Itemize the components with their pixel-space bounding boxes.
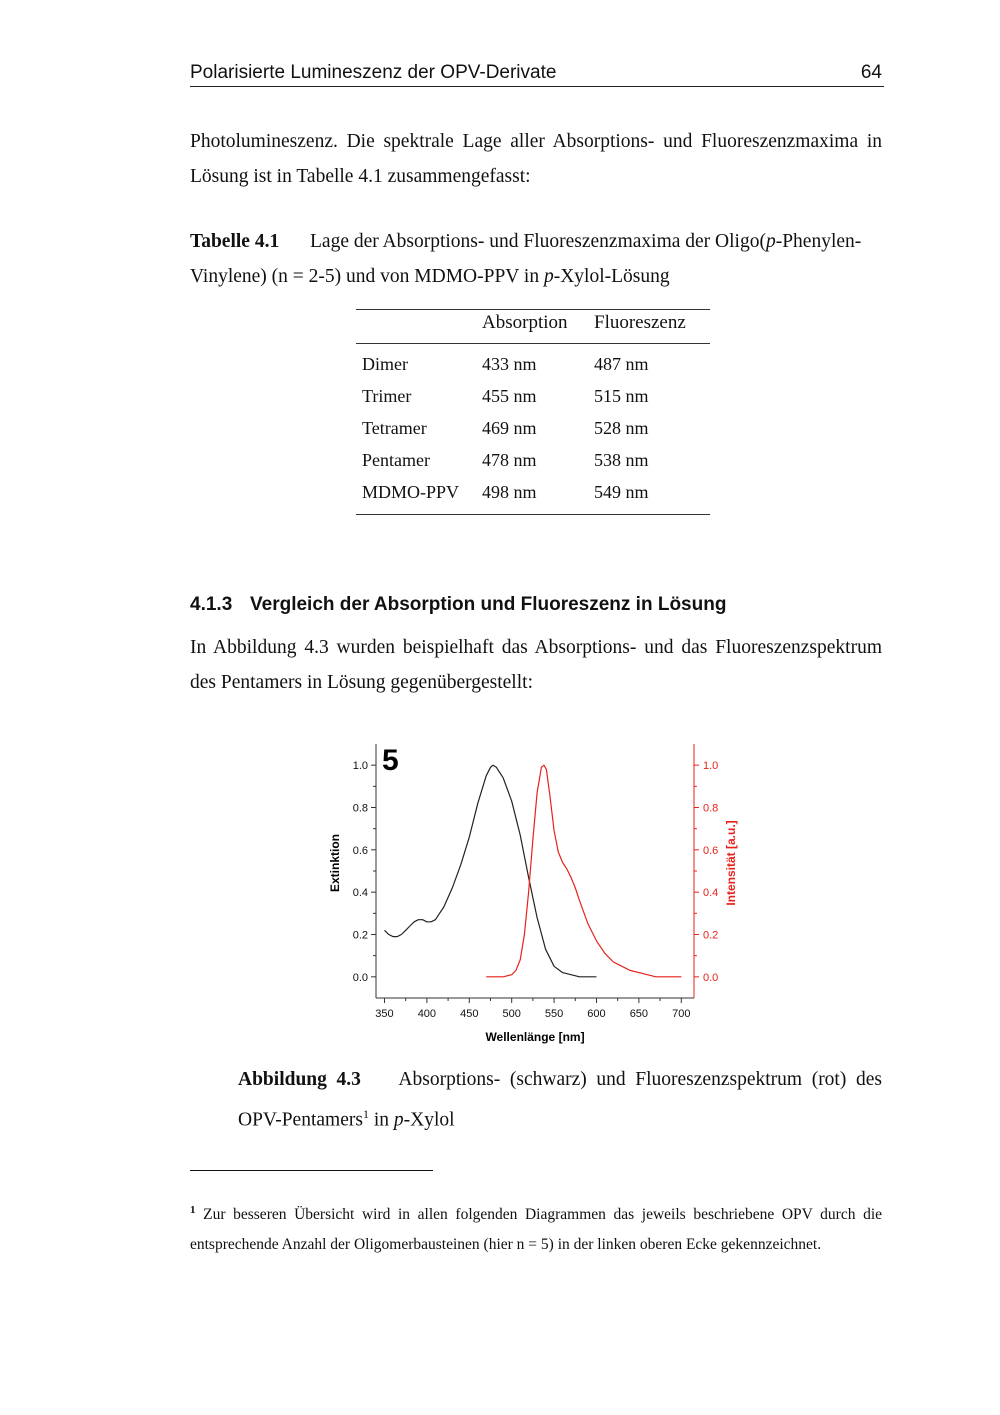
- table-caption-text-a: Lage der Absorptions- und Fluoreszenzmaxima der Oligo(: [310, 231, 766, 252]
- table-cell: MDMO-PPV: [362, 481, 460, 502]
- left-axis-label: Extinktion: [328, 833, 342, 893]
- page-number: 64: [860, 62, 882, 83]
- table-row: [356, 444, 710, 476]
- figure-caption-text-c: -Xylol: [403, 1109, 455, 1131]
- table-caption-italic-p: p: [765, 231, 776, 252]
- table-cell: Pentamer: [362, 449, 430, 470]
- table-row: [356, 476, 710, 515]
- x-tick-label: 500: [502, 1008, 521, 1020]
- figure-caption-text-a: Absorptions- (schwarz) und Fluoreszenzspektrum (rot) des OPV-Pentamers: [238, 1069, 882, 1131]
- x-tick-label: 400: [417, 1008, 437, 1020]
- y-right-tick-label: 0.2: [703, 929, 719, 942]
- running-header: [190, 60, 884, 87]
- spectrum-chart: [320, 730, 750, 1052]
- y-left-tick-label: 0.2: [352, 929, 368, 942]
- figure-caption: [238, 1062, 882, 1138]
- y-left-tick-label: 0.6: [352, 844, 368, 857]
- footnote-reference: 1: [362, 1107, 369, 1121]
- intro-text: Photolumineszenz. Die spektrale Lage aller Absorptions- und Fluoreszenzmaxima in Lösung ist in Tabelle 4.1 zusammengefasst:: [190, 131, 882, 187]
- table-caption-label: Tabelle 4.1: [190, 231, 280, 252]
- footnote-separator: [190, 1170, 433, 1171]
- table-cell: 515 nm: [594, 385, 649, 406]
- y-right-tick-label: 0.8: [703, 802, 719, 815]
- footnote-text: Zur besseren Übersicht wird in allen folgenden Diagrammen das jeweils beschriebene OPV durch die entsprechende Anzahl der Oligomerbausteinen (hier n = 5) in der linken oberen Ecke gekennzeichnet.: [190, 1206, 883, 1254]
- table-caption-text-c: -Xylol-Lösung: [553, 266, 670, 287]
- header-title: Polarisierte Lumineszenz der OPV-Derivate: [190, 62, 557, 83]
- x-tick-label: 550: [544, 1008, 564, 1020]
- y-left-tick-label: 0.8: [352, 802, 368, 815]
- figure-caption-label: Abbildung 4.3: [238, 1069, 361, 1090]
- y-right-tick-label: 0.4: [703, 887, 719, 900]
- y-right-tick-label: 0.6: [703, 844, 719, 857]
- table-cell: 498 nm: [482, 481, 537, 502]
- y-right-tick-label: 1.0: [703, 760, 719, 773]
- table-cell: 487 nm: [594, 353, 649, 374]
- section-title: Vergleich der Absorption und Fluoreszenz in Lösung: [250, 594, 727, 615]
- table-cell: 469 nm: [482, 417, 537, 438]
- x-tick-label: 450: [460, 1008, 479, 1020]
- table-caption: [190, 224, 882, 294]
- table-cell: Tetramer: [362, 417, 427, 438]
- table-cell: 433 nm: [482, 353, 537, 374]
- table-row: [356, 380, 710, 412]
- x-axis-label: Wellenlänge [nm]: [485, 1030, 585, 1044]
- y-left-tick-label: 0.4: [352, 887, 368, 900]
- table-caption-italic-p2: p: [543, 266, 554, 287]
- table-caption-text-b: -Phenylen-Vinylene) (n = 2-5) und von MDMO-PPV in: [190, 231, 862, 287]
- table-header-cell: Absorption: [476, 310, 588, 344]
- table-header-row: [356, 310, 710, 344]
- table-row: [356, 412, 710, 444]
- x-tick-label: 600: [587, 1008, 606, 1020]
- figure-caption-italic-p: p: [393, 1109, 404, 1131]
- x-tick-label: 650: [629, 1008, 649, 1020]
- table-cell: 528 nm: [594, 417, 649, 438]
- y-left-tick-label: 1.0: [352, 760, 368, 773]
- intro-paragraph: [190, 124, 882, 194]
- table-header-cell: [356, 310, 476, 344]
- footnote-mark: 1: [190, 1204, 196, 1216]
- table-cell: Dimer: [362, 353, 408, 374]
- panel-label: 5: [382, 744, 399, 777]
- footnote: [190, 1195, 882, 1260]
- y-right-tick-label: 0.0: [703, 971, 719, 984]
- section-heading: [190, 594, 726, 616]
- section-number: 4.1.3: [190, 594, 233, 615]
- table-cell: 549 nm: [594, 481, 649, 502]
- table-cell: 478 nm: [482, 449, 537, 470]
- y-left-tick-label: 0.0: [352, 971, 368, 984]
- table-header-cell: Fluoreszenz: [588, 310, 710, 344]
- table-cell: Trimer: [362, 385, 412, 406]
- x-tick-label: 700: [672, 1008, 691, 1020]
- x-tick-label: 350: [375, 1008, 394, 1020]
- table-cell: 455 nm: [482, 385, 537, 406]
- figure-intro-paragraph: In Abbildung 4.3 wurden beispielhaft das Absorptions- und das Fluoreszenzspektrum des Pentamers in Lösung gegenübergestellt:: [190, 637, 882, 693]
- table-cell: 538 nm: [594, 449, 649, 470]
- right-axis-label: Intensität [a.u.]: [724, 820, 738, 906]
- maxima-table: [356, 309, 710, 515]
- figure-caption-text-b: in: [368, 1109, 394, 1131]
- table-row: [356, 344, 710, 381]
